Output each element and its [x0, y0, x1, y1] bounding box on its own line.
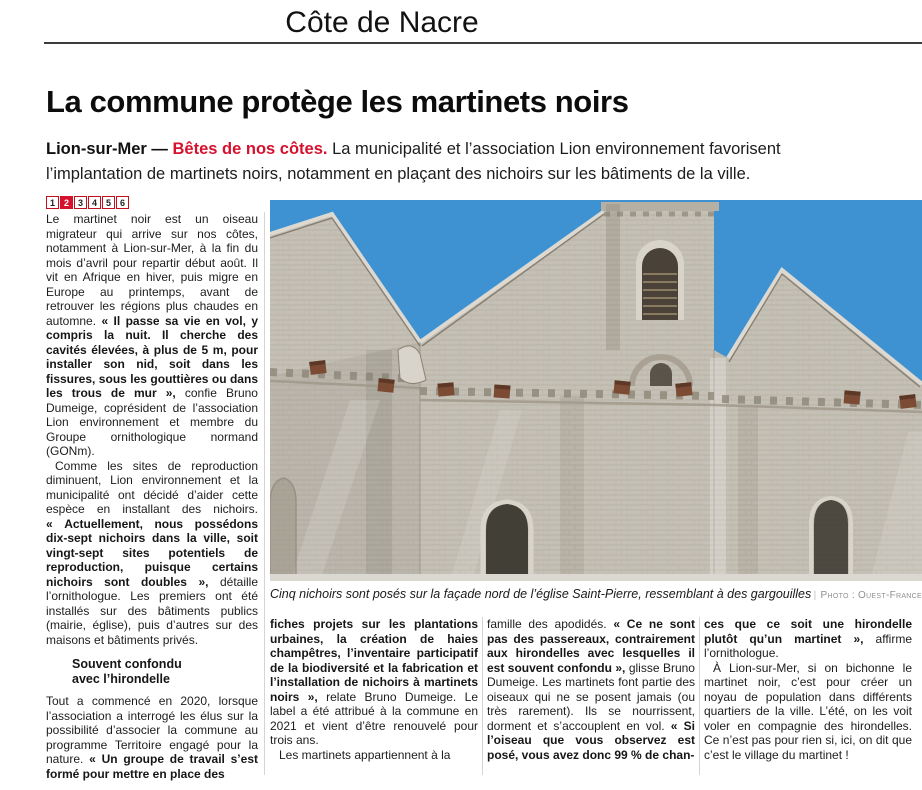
article-column-3 [487, 617, 695, 777]
page-number-6[interactable]: 6 [116, 196, 129, 209]
column-rule [699, 617, 700, 775]
church-photo-illustration [270, 200, 922, 581]
paragraph [270, 748, 478, 763]
article-standfirst [46, 137, 876, 187]
article-headline: La commune protège les martinets noirs [46, 84, 629, 119]
paragraph [704, 617, 912, 661]
paragraph-text: affirme l’ornithologue. [704, 631, 912, 660]
paragraph-text: À Lion-sur-Mer, si on bichonne le martinet noir, c’est pour créer un noyau de population dans différents quartiers de la ville. L’été, on les voit voler en compagnie des hirondelles. Ce n’est pas pour rien si, ici, on dit que c’est le village du martinet ! [704, 660, 912, 762]
page-number-1[interactable]: 1 [46, 196, 59, 209]
paragraph-intro [46, 212, 258, 459]
section-divider [44, 42, 922, 44]
quote-text: ces que ce soit une hirondelle plutôt qu’un martinet », [704, 617, 912, 646]
quote-text: « Il passe sa vie en vol, y compris la nuit. Il cherche des cavités élevées, à plus de 5 m, pour installer son nid, soit dans les fissures, sous les gouttières ou dans les trous de mur », [46, 313, 258, 400]
quote-text: « Actuellement, nous possédons dix-sept nichoirs dans la ville, soit vingt-sept sites potentiels de reproduction, puisque certains nichoirs sont doubles », [46, 516, 258, 589]
page-number-2-active[interactable]: 2 [60, 196, 73, 209]
photo-caption-row [270, 587, 922, 601]
quote-text: « Un groupe de travail s’est formé pour mettre en place des [46, 752, 258, 781]
page-number-3[interactable]: 3 [74, 196, 87, 209]
column-rule [482, 617, 483, 775]
paragraph-text: glisse Bruno Dumeige. Les martinets font partie des oiseaux qui ne se posent jamais (ou très rarement). Ils se nourrissent, dorment et s’accouplent en vol. [487, 660, 695, 733]
crosshead-line: avec l’hirondelle [72, 672, 170, 686]
crosshead-line: Souvent confondu [72, 657, 182, 671]
paragraph [704, 661, 912, 763]
crosshead [46, 657, 258, 687]
paragraph [46, 459, 258, 648]
article-photo [270, 200, 922, 581]
paragraph-text: Les martinets appartiennent à la [279, 747, 451, 762]
photo-credit [814, 590, 922, 601]
paragraph-text: Tout a commencé en 2020, lorsque l’association a interrogé les élus sur la possibilité d’associer la commune au programme Territoire engagé pour la nature. [46, 694, 258, 766]
paragraph-text: confie Bruno Dumeige, coprésident de l’association Lion environnement et membre du Groupe ornithologique normand (GONm). [46, 386, 258, 458]
standfirst-line1: La municipalité et l’association Lion environnement favorisent [332, 140, 781, 158]
quote-text: « Si l’oiseau que vous observez est posé, vous avez donc 99 % de chan- [487, 718, 695, 762]
quote-text: « Ce ne sont pas des passereaux, contrairement aux hirondelles avec lesquelles il est souvent confondu », [487, 617, 695, 675]
credit-text: Photo : Ouest-France [820, 590, 922, 601]
page-number-5[interactable]: 5 [102, 196, 115, 209]
paragraph-text: Le martinet noir est un oiseau migrateur qui arrive sur nos côtes, notamment à Lion-sur-Mer, à la fin du mois d’avril pour repartir début août. Il vit en Afrique en hiver, puis migre en Europe au printemps, avant de retrouver les régions plus chaudes en automne. [46, 212, 258, 328]
article-column-4 [704, 617, 912, 777]
paragraph-text: Comme les sites de reproduction diminuent, Lion environnement et la municipalité ont décidé d’aider cette espèce en installant des nichoirs. [46, 458, 258, 516]
article-column-2 [270, 617, 478, 777]
section-title: Côte de Nacre [285, 6, 479, 39]
paragraph-text: famille des apodidés. [487, 617, 614, 631]
page-number-4[interactable]: 4 [88, 196, 101, 209]
article-column-left [46, 212, 258, 781]
paragraph [270, 617, 478, 748]
column-rule [264, 212, 265, 775]
credit-separator: | [813, 590, 817, 601]
paragraph-text: détaille l’ornithologue. Les premiers ont été installés sur des bâtiments publics (mairie, église), puis d’autres sur des maisons et bâtiments privés. [46, 574, 258, 647]
paragraph-text: relate Bruno Dumeige. Le label a été attribué à la commune en 2021 et vient d’être renouvelé pour trois ans. [270, 689, 478, 747]
photo-caption: Cinq nichoirs sont posés sur la façade nord de l’église Saint-Pierre, ressemblant à des gargouilles [270, 587, 812, 601]
page-navigator [46, 196, 129, 209]
paragraph [487, 617, 695, 762]
standfirst-location: Lion-sur-Mer — [46, 140, 168, 158]
quote-text: fiches projets sur les plantations urbaines, la création de haies champêtres, l’inventaire participatif de la biodiversité et la fabrication et l’installation de nichoirs à martinets noirs », [270, 617, 478, 704]
paragraph [46, 694, 258, 781]
standfirst-line2: l’implantation de martinets noirs, notamment en plaçant des nichoirs sur les bâtiments de la ville. [46, 165, 751, 183]
standfirst-rubric: Bêtes de nos côtes. [172, 140, 328, 158]
tower-louvered-window [642, 248, 678, 320]
